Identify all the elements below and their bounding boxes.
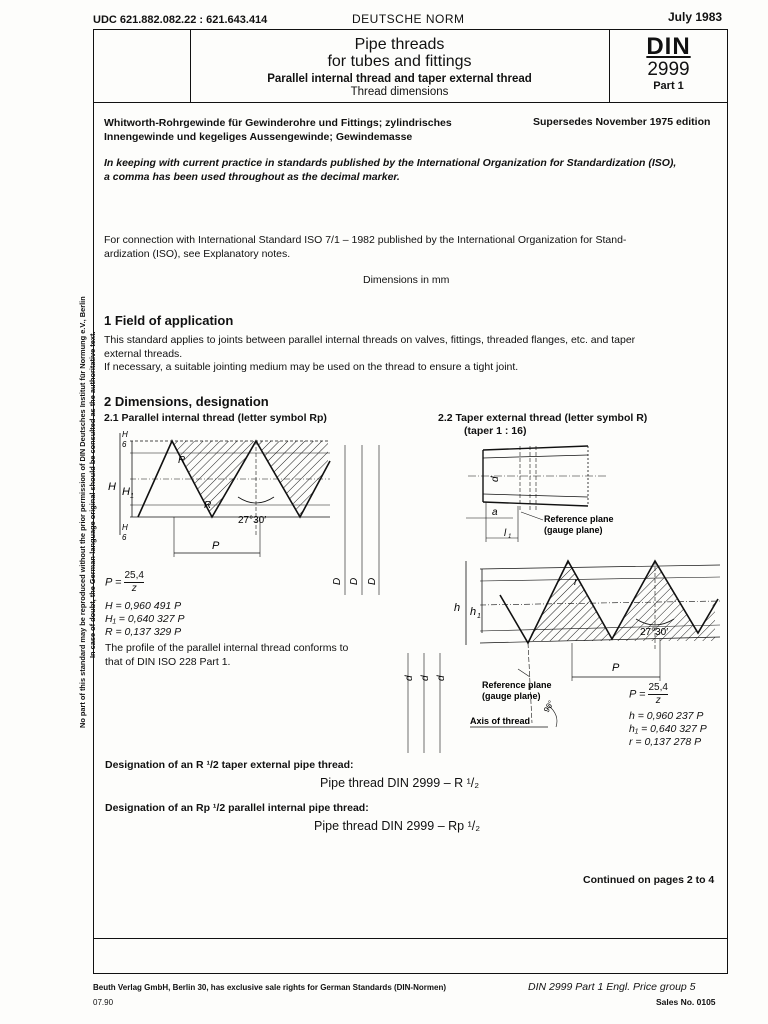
iso-note-line-2: a comma has been used throughout as the decimal marker.	[104, 171, 400, 183]
label-r: r	[574, 577, 578, 588]
section-1-para-1	[104, 333, 635, 361]
figure-parallel-internal-thread	[100, 425, 400, 600]
footer-publisher: Beuth Verlag GmbH, Berlin 30, has exclusive sale rights for German Standards (DIN-Normen)	[93, 983, 446, 992]
iso-note	[104, 156, 676, 184]
subtitle	[190, 73, 609, 99]
label-six-top: 6	[122, 440, 127, 449]
label-angle-internal: 27°30′	[238, 515, 267, 526]
label-a: a	[492, 507, 498, 518]
ref-plane-profile-line-2: (gauge plane)	[482, 691, 541, 701]
label-l1: l	[504, 528, 507, 539]
subtitle-line-1: Parallel internal thread and taper external thread	[267, 73, 532, 85]
label-angle-external: 27°30′	[640, 627, 669, 638]
label-l1-sub: 1	[508, 534, 512, 540]
iso-note-line-1: In keeping with current practice in standards published by the International Organization for Standardization (ISO),	[104, 157, 677, 169]
label-H6-bottom: H	[122, 523, 128, 532]
designation-2-value: Pipe thread DIN 2999 – Rp ¹/₂	[314, 819, 481, 833]
label-H1: H	[122, 486, 130, 498]
german-title-line-2: Innengewinde und kegeliges Aussengewinde; Gewindemasse	[104, 131, 413, 143]
formula-p-lhs: P =	[105, 576, 122, 589]
formula-fraction	[124, 570, 143, 595]
footer-code: 07.90	[93, 998, 114, 1007]
publication-date: July 1983	[668, 10, 723, 24]
formula-h1: h₁ = 0,640 327 P	[629, 723, 707, 735]
part-number: Part 1	[653, 80, 684, 92]
formula-fraction-external	[648, 682, 667, 707]
standard-number: 2999	[647, 59, 690, 80]
series-label: DEUTSCHE NORM	[352, 12, 465, 26]
profile-note-line-1: The profile of the parallel internal thread conforms to	[105, 642, 349, 654]
label-h1-sub: 1	[477, 613, 481, 620]
profile-note-line-2: that of DIN ISO 228 Part 1.	[105, 656, 231, 668]
connection-note-line-1: For connection with International Standard ISO 7/1 – 1982 published by the International Organization for Stand-	[104, 234, 627, 246]
din-block	[609, 34, 728, 92]
label-R-bottom: R	[204, 500, 212, 511]
formula-H: H = 0,960 491 P	[105, 600, 182, 612]
label-H1-sub: 1	[130, 493, 134, 500]
label-d2: d	[420, 675, 431, 681]
label-H6-top: H	[122, 430, 128, 439]
section-2-2-line-1: 2.2 Taper external thread (letter symbol R)	[438, 412, 648, 424]
designation-2-label: Designation of an Rp ¹/2 parallel internal pipe thread:	[105, 802, 369, 814]
formula-r: r = 0,137 278 P	[629, 736, 702, 748]
section-2-1-heading: 2.1 Parallel internal thread (letter symbol Rp)	[104, 412, 327, 424]
formulas-external	[629, 710, 707, 749]
section-2-2-heading	[438, 412, 647, 438]
profile-note	[105, 641, 348, 669]
subtitle-line-2: Thread dimensions	[350, 86, 449, 98]
formula-R: R = 0,137 329 P	[105, 626, 182, 638]
label-d-outline: d	[490, 476, 501, 482]
title-bottom-rule	[93, 102, 728, 103]
title-line-2: for tubes and fittings	[327, 53, 472, 70]
formula-numerator: 25,4	[124, 570, 144, 581]
axis-of-thread-label: Axis of thread	[470, 716, 531, 726]
side-note-line-1: No part of this standard may be reproduced without the prior permission of DIN Deutsches Institut für Normung e.V., Berlin	[78, 296, 87, 728]
formula-denominator: z	[131, 583, 137, 594]
section-2-heading: 2 Dimensions, designation	[104, 394, 269, 409]
ref-plane-profile-line-1: Reference plane	[482, 680, 552, 690]
section-2-2-line-2: (taper 1 : 16)	[464, 425, 527, 437]
formula-H1: H₁ = 0,640 327 P	[105, 613, 185, 625]
formula-p-lhs-external: P =	[629, 688, 646, 701]
ref-plane-outline-line-2: (gauge plane)	[544, 525, 603, 535]
section-1-heading: 1 Field of application	[104, 313, 234, 328]
formula-pitch-external	[629, 682, 668, 707]
label-h: h	[454, 602, 461, 614]
label-d-profile: d	[404, 675, 415, 681]
formula-pitch-internal	[105, 570, 144, 595]
formula-h: h = 0,960 237 P	[629, 710, 704, 722]
formula-denominator-external: z	[655, 695, 661, 706]
label-P-internal: P	[212, 540, 220, 552]
german-title	[104, 116, 452, 144]
footer-rule	[93, 938, 728, 939]
continued-note: Continued on pages 2 to 4	[583, 874, 715, 886]
german-title-line-1: Whitworth-Rohrgewinde für Gewinderohre und Fittings; zylindrisches	[104, 117, 452, 129]
connection-note	[104, 233, 626, 261]
section-1-para-1-line-1: This standard applies to joints between parallel internal threads on valves, fittings, threaded flanges, etc. and taper	[104, 334, 636, 346]
ref-plane-outline-line-1: Reference plane	[544, 514, 614, 524]
connection-note-line-2: ardization (ISO), see Explanatory notes.	[104, 248, 291, 260]
footer-sales-number: Sales No. 0105	[656, 997, 716, 1007]
label-D: D	[367, 577, 378, 585]
label-h1: h	[470, 606, 477, 618]
label-d1: d	[436, 675, 447, 681]
label-D2: D	[349, 577, 360, 585]
figure-taper-external-outline	[458, 440, 628, 545]
section-1-para-1-line-2: external threads.	[104, 348, 183, 360]
label-R-top: R	[178, 455, 186, 466]
supersedes-note: Supersedes November 1975 edition	[533, 116, 711, 128]
label-H: H	[108, 481, 116, 493]
section-1-para-2: If necessary, a suitable jointing medium may be used on the thread to ensure a tight joint.	[104, 361, 519, 373]
din-logo: DIN	[646, 33, 691, 60]
angle-90-label: 90°	[541, 699, 556, 714]
footer-doc-ref: DIN 2999 Part 1 Engl. Price group 5	[528, 981, 696, 993]
formula-numerator-external: 25,4	[648, 682, 668, 693]
udc-code: UDC 621.882.082.22 : 621.643.414	[93, 14, 268, 26]
formulas-internal	[105, 600, 185, 639]
label-P-external: P	[612, 662, 620, 674]
title-line-1: Pipe threads	[354, 36, 445, 53]
side-note-line-2: In case of doubt, the German-language original should be consulted as the authoritative text.	[87, 331, 97, 658]
designation-1-label: Designation of an R ¹/2 taper external pipe thread:	[105, 759, 354, 771]
dimensions-note: Dimensions in mm	[363, 274, 450, 286]
copyright-side-note	[78, 296, 97, 728]
label-D1: D	[332, 577, 343, 585]
label-six-bottom: 6	[122, 533, 127, 542]
designation-1-value: Pipe thread DIN 2999 – R ¹/₂	[320, 776, 480, 790]
title	[190, 36, 609, 70]
